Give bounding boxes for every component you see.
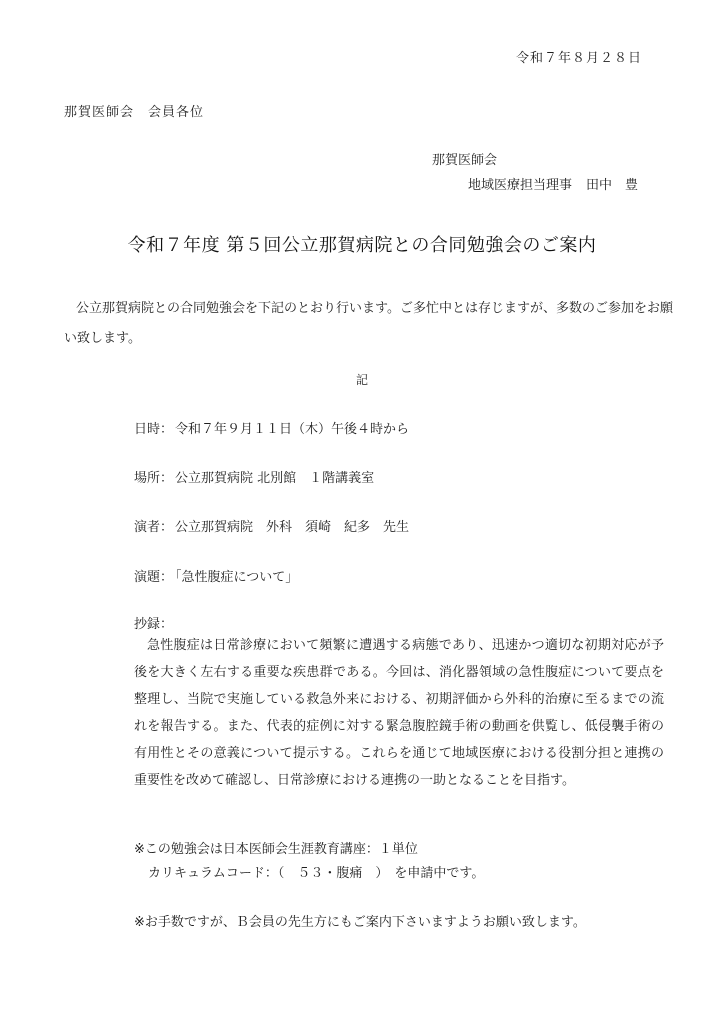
addressee: 那賀医師会 会員各位 — [64, 105, 205, 120]
detail-theme-label: 演題： — [134, 570, 174, 585]
abstract-label: 抄録： — [134, 617, 174, 632]
detail-date-value: 令和７年９月１１日（木）午後４時から — [175, 422, 410, 437]
document-title: 令和７年度 第５回公立那賀病院との合同勉強会のご案内 — [127, 235, 597, 256]
sender-organization: 那賀医師会 — [432, 153, 498, 168]
detail-date-label: 日時： — [134, 422, 174, 437]
detail-speaker-label: 演者： — [134, 520, 174, 535]
note-request: ※お手数ですが、Ｂ会員の先生方にもご案内下さいますようお願い致します。 — [134, 915, 586, 930]
note-curriculum — [148, 862, 484, 881]
intro-paragraph: 公立那賀病院との合同勉強会を下記のとおり行います。ご多忙中とは存じますが、多数のご参加をお願い致します。 — [64, 301, 673, 346]
detail-speaker-value: 公立那賀病院 外科 須崎 紀多 先生 — [175, 520, 410, 535]
note-curriculum-suffix: を申請中です。 — [394, 866, 485, 881]
abstract-body: 急性腹症は日常診療において頻繁に遭遇する病態であり、迅速かつ適切な初期対応が予後を大きく左右する重要な疾患群である。今回は、消化器領域の急性腹症について要点を整理し、当院で実施している救急外来における、初期評価から外科的治療に至るまでの流れを報告する。また、代表的症例に対する緊急腹腔鏡手術の動画を供覧し、低侵襲手術の有用性とその意義について提示する。これらを通じて地域医療における役割分担と連携の重要性を改めて確認し、日常診療における連携の一助となることを目指す。 — [134, 638, 664, 788]
document-date: 令和７年８月２８日 — [516, 51, 643, 66]
detail-place — [134, 467, 374, 486]
ki-heading: 記 — [355, 373, 368, 387]
note-credit: ※この勉強会は日本医師会生涯教育講座：１単位 — [134, 842, 418, 857]
detail-speaker — [134, 516, 409, 535]
note-curriculum-code: カリキュラムコード：（ ５３・腹痛 ） — [148, 866, 389, 881]
detail-theme-value: 「急性腹症について」 — [175, 570, 299, 585]
detail-date — [134, 418, 409, 437]
detail-place-value: 公立那賀病院 北別館 １階講義室 — [175, 471, 375, 486]
sender-name: 田中 豊 — [586, 178, 639, 193]
detail-theme — [134, 566, 298, 585]
sender-role: 地域医療担当理事 — [468, 178, 573, 193]
detail-place-label: 場所： — [134, 471, 174, 486]
sender-person — [468, 174, 638, 193]
